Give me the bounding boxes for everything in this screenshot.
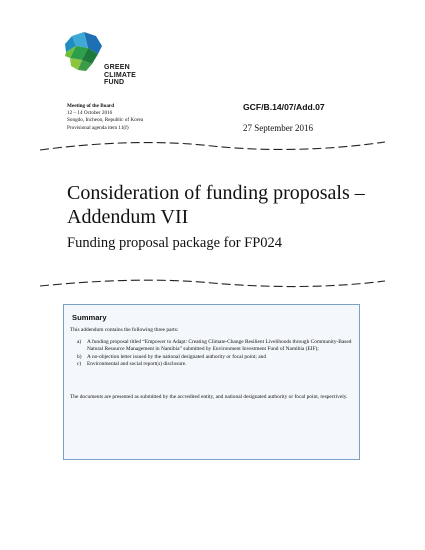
- meeting-agenda-item: Provisional agenda item 11(f): [67, 124, 129, 131]
- list-item: [70, 339, 355, 354]
- summary-heading: Summary: [72, 313, 107, 322]
- summary-list: [70, 339, 355, 369]
- list-item: [70, 361, 355, 368]
- summary-intro: This addendum contains the following three parts:: [70, 327, 179, 333]
- meeting-info: [67, 103, 143, 132]
- meeting-dates: 12 – 14 October 2016: [67, 110, 113, 117]
- list-item-text: A funding proposal titled “Empower to Adapt: Creating Climate-Change Resilient Livelihoods through Community-Based Natural Resource Management in Namibia” submitted by Environment Investment Fund of Namibia (EIF);: [87, 339, 352, 353]
- page-title: Consideration of funding proposals – Addendum VII: [67, 182, 365, 228]
- bottom-wave-divider: [40, 276, 385, 292]
- list-item-text: A no-objection letter issued by the national designated authority or focal point; and: [87, 353, 267, 360]
- gcf-globe-icon: [62, 30, 106, 74]
- meeting-location: Songdo, Incheon, Republic of Korea: [67, 117, 144, 124]
- list-marker: a): [77, 339, 82, 345]
- document-reference: GCF/B.14/07/Add.07: [243, 102, 325, 112]
- meeting-heading: Meeting of the Board: [67, 103, 115, 109]
- summary-box: [63, 304, 360, 460]
- top-wave-divider: [40, 138, 385, 154]
- page-subtitle: Funding proposal package for FP024: [67, 235, 283, 251]
- logo-line-climate: CLIMATE: [104, 71, 136, 79]
- logo-line-fund: FUND: [104, 79, 125, 86]
- list-marker: b): [77, 353, 82, 360]
- list-item-text: Environmental and social report(s) disclosure.: [87, 361, 187, 368]
- logo-line-green: GREEN: [104, 64, 130, 71]
- logo-wordmark: [104, 64, 136, 87]
- list-marker: c): [77, 361, 82, 368]
- summary-closing: The documents are presented as submitted by the accredited entity, and national designated authority or focal point, respectively.: [70, 394, 348, 400]
- document-date: 27 September 2016: [243, 123, 313, 133]
- green-climate-fund-logo: [62, 30, 152, 100]
